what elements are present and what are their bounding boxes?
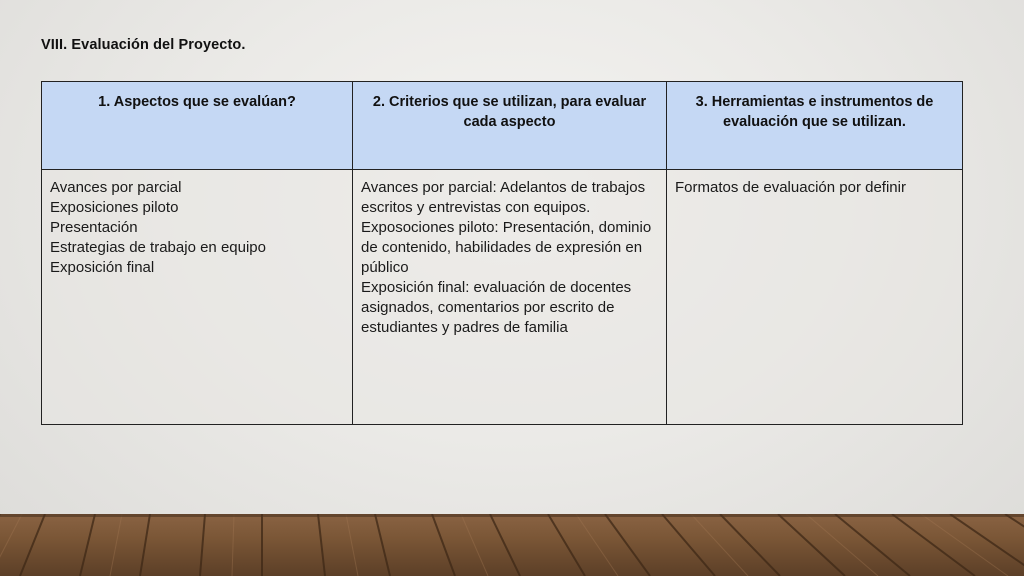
aspecto-item: Estrategias de trabajo en equipo [50,239,266,256]
evaluation-table [41,81,963,425]
header-herramientas: 3. Herramientas e instrumentos de evaluación que se utilizan. [667,82,963,170]
aspecto-item: Avances por parcial [50,179,182,196]
wood-floor [0,514,1024,576]
header-aspectos: 1. Aspectos que se evalúan? [42,82,353,170]
table-header-row [42,82,963,170]
header-criterios: 2. Criterios que se utilizan, para evaluar cada aspecto [353,82,667,170]
section-title: VIII. Evaluación del Proyecto. [41,37,246,53]
aspecto-item: Exposición final [50,259,155,276]
cell-aspectos [42,170,353,425]
criterio-item: Avances por parcial: Adelantos de trabajos escritos y entrevistas con equipos. [361,179,646,216]
aspecto-item: Exposiciones piloto [50,199,179,216]
cell-criterios [353,170,667,425]
herramienta-item: Formatos de evaluación por definir [675,179,906,196]
criterio-item: Exposociones piloto: Presentación, dominio de contenido, habilidades de expresión en público [361,219,652,276]
cell-herramientas [667,170,963,425]
criterio-item: Exposición final: evaluación de docentes asignados, comentarios por escrito de estudiantes y padres de familia [361,279,632,336]
aspecto-item: Presentación [50,219,138,236]
table-row [42,170,963,425]
